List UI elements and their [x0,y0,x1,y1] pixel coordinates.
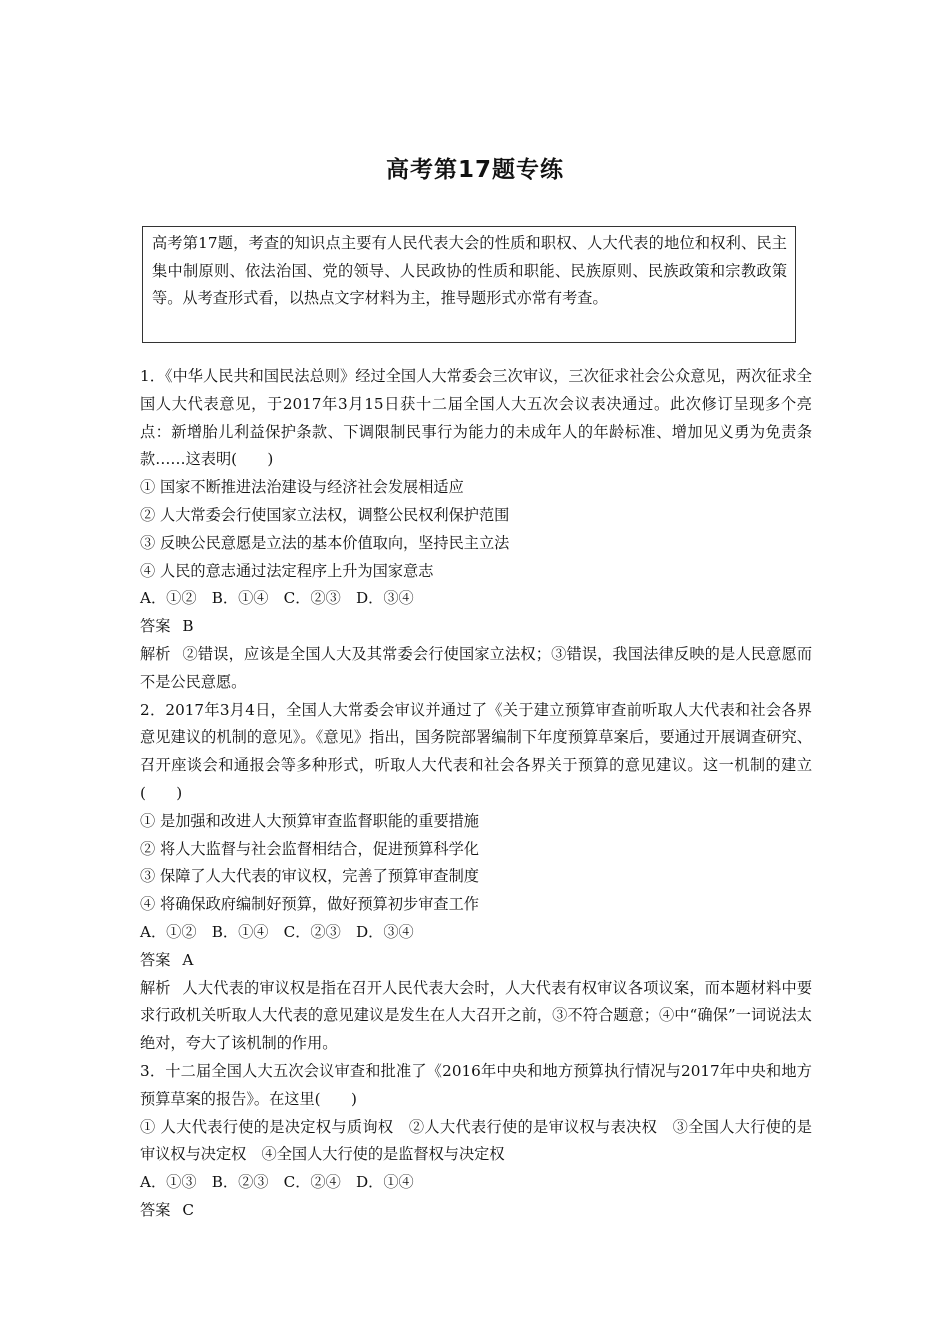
question-item: ③ 保障了人大代表的审议权，完善了预算审查制度 [140,867,479,886]
analysis-text: 人大代表的审议权是指在召开人民代表大会时，人大代表有权审议各项议案，而本题材料中要求行政机关听取人大代表的意见建议是发生在人大召开之前，③不符合题意；④中“确保”一词说法太绝对，夸大了该机制的作用。 [140,978,812,1053]
question-1 [140,363,812,697]
question-item: ② 将人大监督与社会监督相结合，促进预算科学化 [140,839,479,858]
question-stem: 3．十二届全国人大五次会议审查和批准了《2016年中央和地方预算执行情况与2017年中央和地方预算草案的报告》。在这里( ) [140,1061,812,1108]
question-stem: 1．《中华人民共和国民法总则》经过全国人大常委会三次审议，三次征求社会公众意见，两次征求全国人大代表意见，于2017年3月15日获十二届全国人大五次会议表决通过。此次修订呈现多个亮点：新增胎儿利益保护条款、下调限制民事行为能力的未成年人的年龄标准、增加见义勇为免责条款……这表明( ) [140,367,812,469]
answer-value: A [182,950,194,969]
question-item: ④ 人民的意志通过法定程序上升为国家意志 [140,561,434,580]
question-list [140,363,812,1225]
intro-box: 高考第17题，考查的知识点主要有人民代表大会的性质和职权、人大代表的地位和权利、民主集中制原则、依法治国、党的领导、人民政协的性质和职能、民族原则、民族政策和宗教政策等。从考查形式看，以热点文字材料为主，推导题形式亦常有考查。 [142,226,796,343]
question-item: ④ 将确保政府编制好预算，做好预算初步审查工作 [140,895,479,914]
answer-line [140,1197,812,1225]
question-item: ② 人大常委会行使国家立法权，调整公民权利保护范围 [140,505,510,524]
question-2 [140,697,812,1058]
question-item: ① 人大代表行使的是决定权与质询权 ②人大代表行使的是审议权与表决权 ③全国人大行使的是审议权与决定权 ④全国人大行使的是监督权与决定权 [140,1117,812,1164]
answer-label: 答案 [140,1200,171,1219]
analysis-label: 解析 [140,978,171,997]
question-options: A．①③ B．②③ C．②④ D．①④ [140,1173,414,1192]
question-item: ① 是加强和改进人大预算审查监督职能的重要措施 [140,811,479,830]
question-3 [140,1058,812,1225]
analysis-line [140,975,812,1058]
question-options: A．①② B．①④ C．②③ D．③④ [140,589,414,608]
answer-label: 答案 [140,950,171,969]
analysis-line [140,641,812,697]
question-item: ③ 反映公民意愿是立法的基本价值取向，坚持民主立法 [140,533,510,552]
question-stem: 2．2017年3月4日，全国人大常委会审议并通过了《关于建立预算审查前听取人大代表和社会各界意见建议的机制的意见》。《意见》指出，国务院部署编制下年度预算草案后，要通过开展调查研究、召开座谈会和通报会等多种形式，听取人大代表和社会各界关于预算的意见建议。这一机制的建立( ) [140,700,812,802]
answer-line [140,613,812,641]
answer-value: C [182,1200,194,1219]
analysis-label: 解析 [140,644,171,663]
answer-value: B [182,617,194,636]
answer-line [140,947,812,975]
question-options: A．①② B．①④ C．②③ D．③④ [140,922,414,941]
page-title: 高考第17题专练 [385,157,564,183]
answer-label: 答案 [140,617,171,636]
question-item: ① 国家不断推进法治建设与经济社会发展相适应 [140,478,464,497]
analysis-text: ②错误，应该是全国人大及其常委会行使国家立法权；③错误，我国法律反映的是人民意愿而不是公民意愿。 [140,644,812,691]
